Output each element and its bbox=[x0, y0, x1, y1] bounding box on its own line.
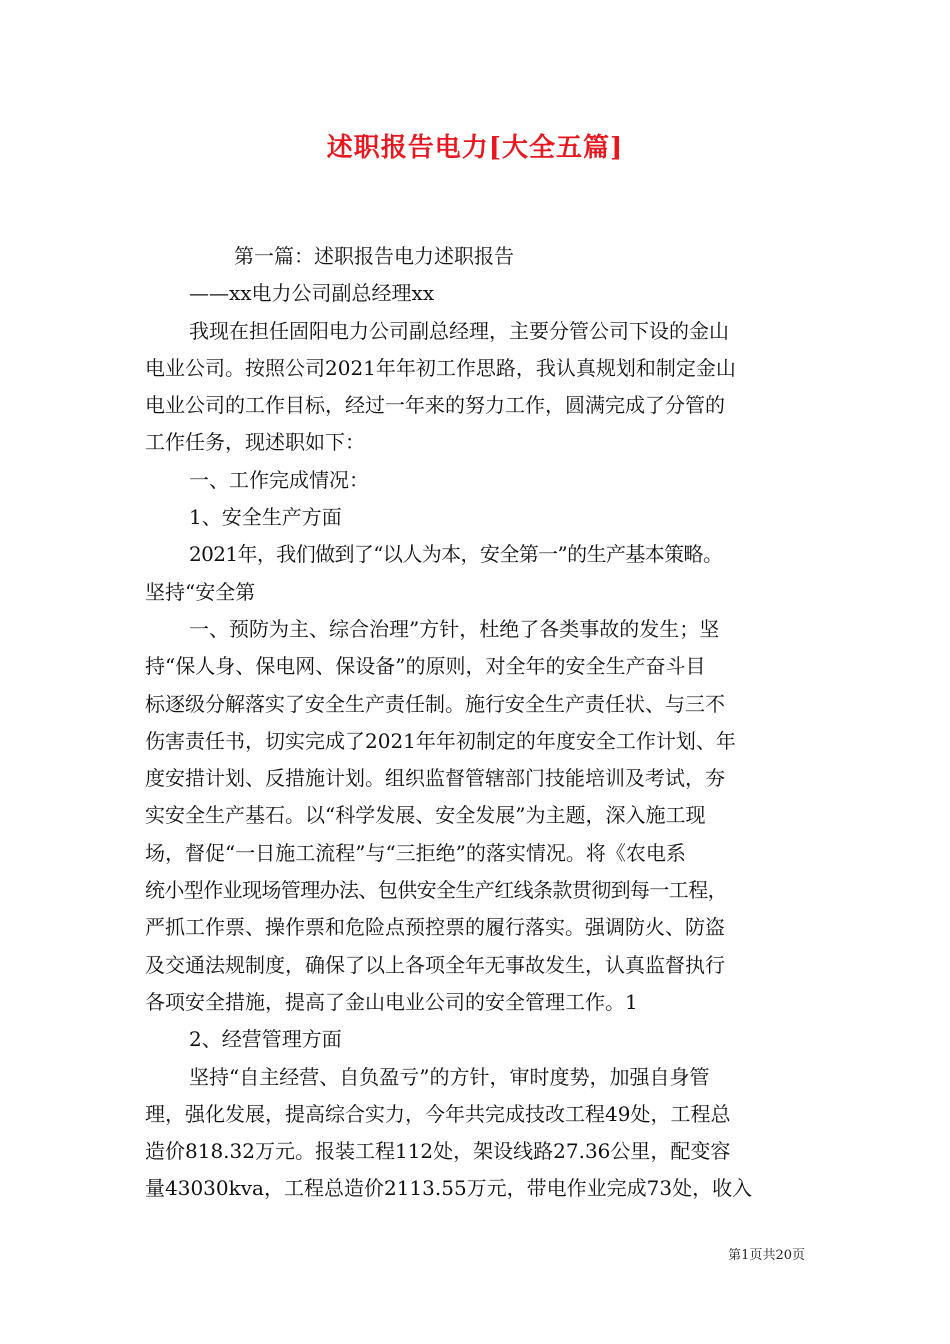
section-heading: 第一篇：述职报告电力述职报告 bbox=[234, 244, 514, 268]
paragraph-line: 理，强化发展，提高综合实力，今年共完成技改工程49处，工程总 bbox=[145, 1101, 731, 1126]
paragraph-line: 实安全生产基石。以“科学发展、安全发展”为主题，深入施工现 bbox=[145, 803, 706, 828]
paragraph-line: 电业公司的工作目标，经过一年来的努力工作，圆满完成了分管的 bbox=[145, 393, 725, 418]
paragraph-line: 电业公司。按照公司2021年年初工作思路，我认真规划和制定金山 bbox=[145, 355, 736, 380]
subheading: 一、工作完成情况： bbox=[189, 467, 369, 492]
paragraph-line: 伤害责任书，切实完成了2021年年初制定的年度安全工作计划、年 bbox=[145, 728, 736, 753]
paragraph-line: 量43030kva，工程总造价2113.55万元，带电作业完成73处，收入 bbox=[145, 1176, 753, 1201]
paragraph-line: 2021年，我们做到了“以人为本，安全第一”的生产基本策略。 bbox=[189, 542, 723, 567]
paragraph-line: 及交通法规制度，确保了以上各项全年无事故发生，认真监督执行 bbox=[145, 952, 725, 977]
paragraph-line: 坚持“安全第 bbox=[145, 579, 256, 604]
paragraph-line: 一、预防为主、综合治理”方针，杜绝了各类事故的发生；坚 bbox=[189, 616, 720, 641]
paragraph-line: 各项安全措施，提高了金山电业公司的安全管理工作。1 bbox=[145, 989, 638, 1014]
author-line: ——xx电力公司副总经理xx bbox=[189, 281, 435, 306]
subheading: 2、经营管理方面 bbox=[189, 1027, 342, 1052]
page-number: 第1页共20页 bbox=[728, 1248, 805, 1263]
document-body bbox=[145, 238, 810, 1208]
paragraph-line: 持“保人身、保电网、保设备”的原则，对全年的安全生产奋斗目 bbox=[145, 654, 706, 679]
paragraph-line: 我现在担任固阳电力公司副总经理，主要分管公司下设的金山 bbox=[189, 318, 729, 343]
paragraph-line: 统小型作业现场管理办法、包供安全生产红线条款贯彻到每一工程， bbox=[145, 878, 727, 903]
paragraph-line: 工作任务，现述职如下： bbox=[145, 430, 365, 455]
paragraph-line: 造价818.32万元。报装工程112处，架设线路27.36公里，配变容 bbox=[145, 1139, 731, 1164]
paragraph-line: 场，督促“一日施工流程”与“三拒绝”的落实情况。将《农电系 bbox=[145, 840, 686, 865]
subheading: 1、安全生产方面 bbox=[189, 505, 342, 530]
paragraph-line: 标逐级分解落实了安全生产责任制。施行安全生产责任状、与三不 bbox=[145, 691, 725, 716]
paragraph-line: 度安措计划、反措施计划。组织监督管辖部门技能培训及考试，夯 bbox=[145, 766, 725, 791]
paragraph-line: 严抓工作票、操作票和危险点预控票的履行落实。强调防火、防盗 bbox=[145, 915, 725, 940]
document-title: 述职报告电力[大全五篇] bbox=[326, 133, 624, 163]
paragraph-line: 坚持“自主经营、自负盈亏”的方针，审时度势，加强自身管 bbox=[189, 1064, 710, 1089]
